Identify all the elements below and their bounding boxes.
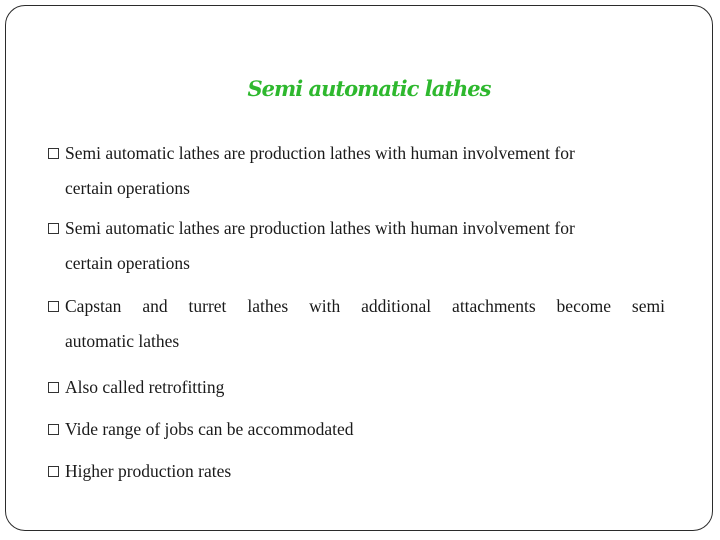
bullet-item (48, 370, 668, 405)
bullet-word: lathes (247, 296, 289, 316)
bullet-text: Semi automatic lathes are production lathes with human involvement for (65, 143, 575, 163)
bullet-item (48, 454, 668, 489)
bullet-word: Capstan (65, 296, 122, 316)
checkbox-bullet-icon (48, 301, 59, 312)
bullet-text: Vide range of jobs can be accommodated (65, 419, 354, 439)
bullet-item (48, 211, 668, 281)
slide-title: Semi automatic lathes (247, 76, 491, 101)
bullet-text (65, 289, 665, 324)
bullet-item (48, 412, 668, 447)
checkbox-bullet-icon (48, 223, 59, 234)
bullet-continuation: certain operations (65, 253, 190, 273)
bullet-word: with (309, 296, 341, 316)
bullet-text: Semi automatic lathes are production lathes with human involvement for (65, 218, 575, 238)
bullet-word: become (556, 296, 611, 316)
checkbox-bullet-icon (48, 466, 59, 477)
bullet-word: attachments (452, 296, 536, 316)
bullet-word: semi (631, 296, 665, 316)
checkbox-bullet-icon (48, 148, 59, 159)
checkbox-bullet-icon (48, 424, 59, 435)
bullet-text: Also called retrofitting (65, 377, 225, 397)
bullet-continuation: certain operations (65, 178, 190, 198)
bullet-item (48, 136, 668, 206)
bullet-text: Higher production rates (65, 461, 232, 481)
bullet-item (48, 289, 668, 359)
bullet-word: and (142, 296, 168, 316)
bullet-word: additional (361, 296, 432, 316)
bullet-word: turret (188, 296, 227, 316)
bullet-continuation: automatic lathes (65, 331, 180, 351)
checkbox-bullet-icon (48, 382, 59, 393)
